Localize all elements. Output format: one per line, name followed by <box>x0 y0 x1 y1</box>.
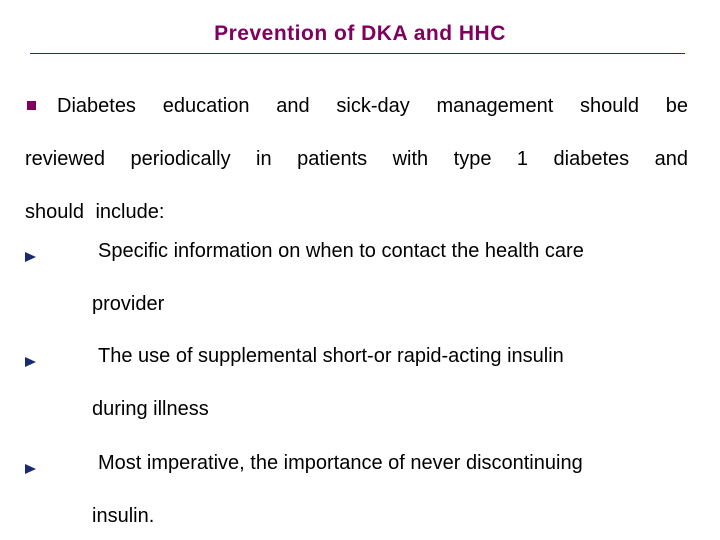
list-item-text-line1: Specific information on when to contact the health care <box>98 240 584 262</box>
arrow-bullet-icon <box>25 357 36 367</box>
list-item-text-line1: The use of supplemental short-or rapid-acting insulin <box>98 345 564 367</box>
arrow-bullet-icon <box>25 464 36 474</box>
list-item-text-line2: provider <box>92 293 165 315</box>
intro-line-3: should include: <box>25 201 165 223</box>
list-item-text-line2: insulin. <box>92 505 155 527</box>
intro-line-2: reviewed periodically in patients with type 1 diabetes and <box>25 148 688 170</box>
arrow-bullet-icon <box>25 252 36 262</box>
intro-text-1: Diabetes education and sick-day management should be <box>57 95 688 117</box>
title-divider <box>30 53 685 54</box>
intro-paragraph <box>25 80 688 239</box>
intro-line-1 <box>25 80 688 133</box>
square-bullet-icon <box>27 101 36 110</box>
list-item-text-line1: Most imperative, the importance of never discontinuing <box>98 452 583 474</box>
list-item-text-line2: during illness <box>92 398 209 420</box>
slide-title: Prevention of DKA and HHC <box>214 22 506 45</box>
